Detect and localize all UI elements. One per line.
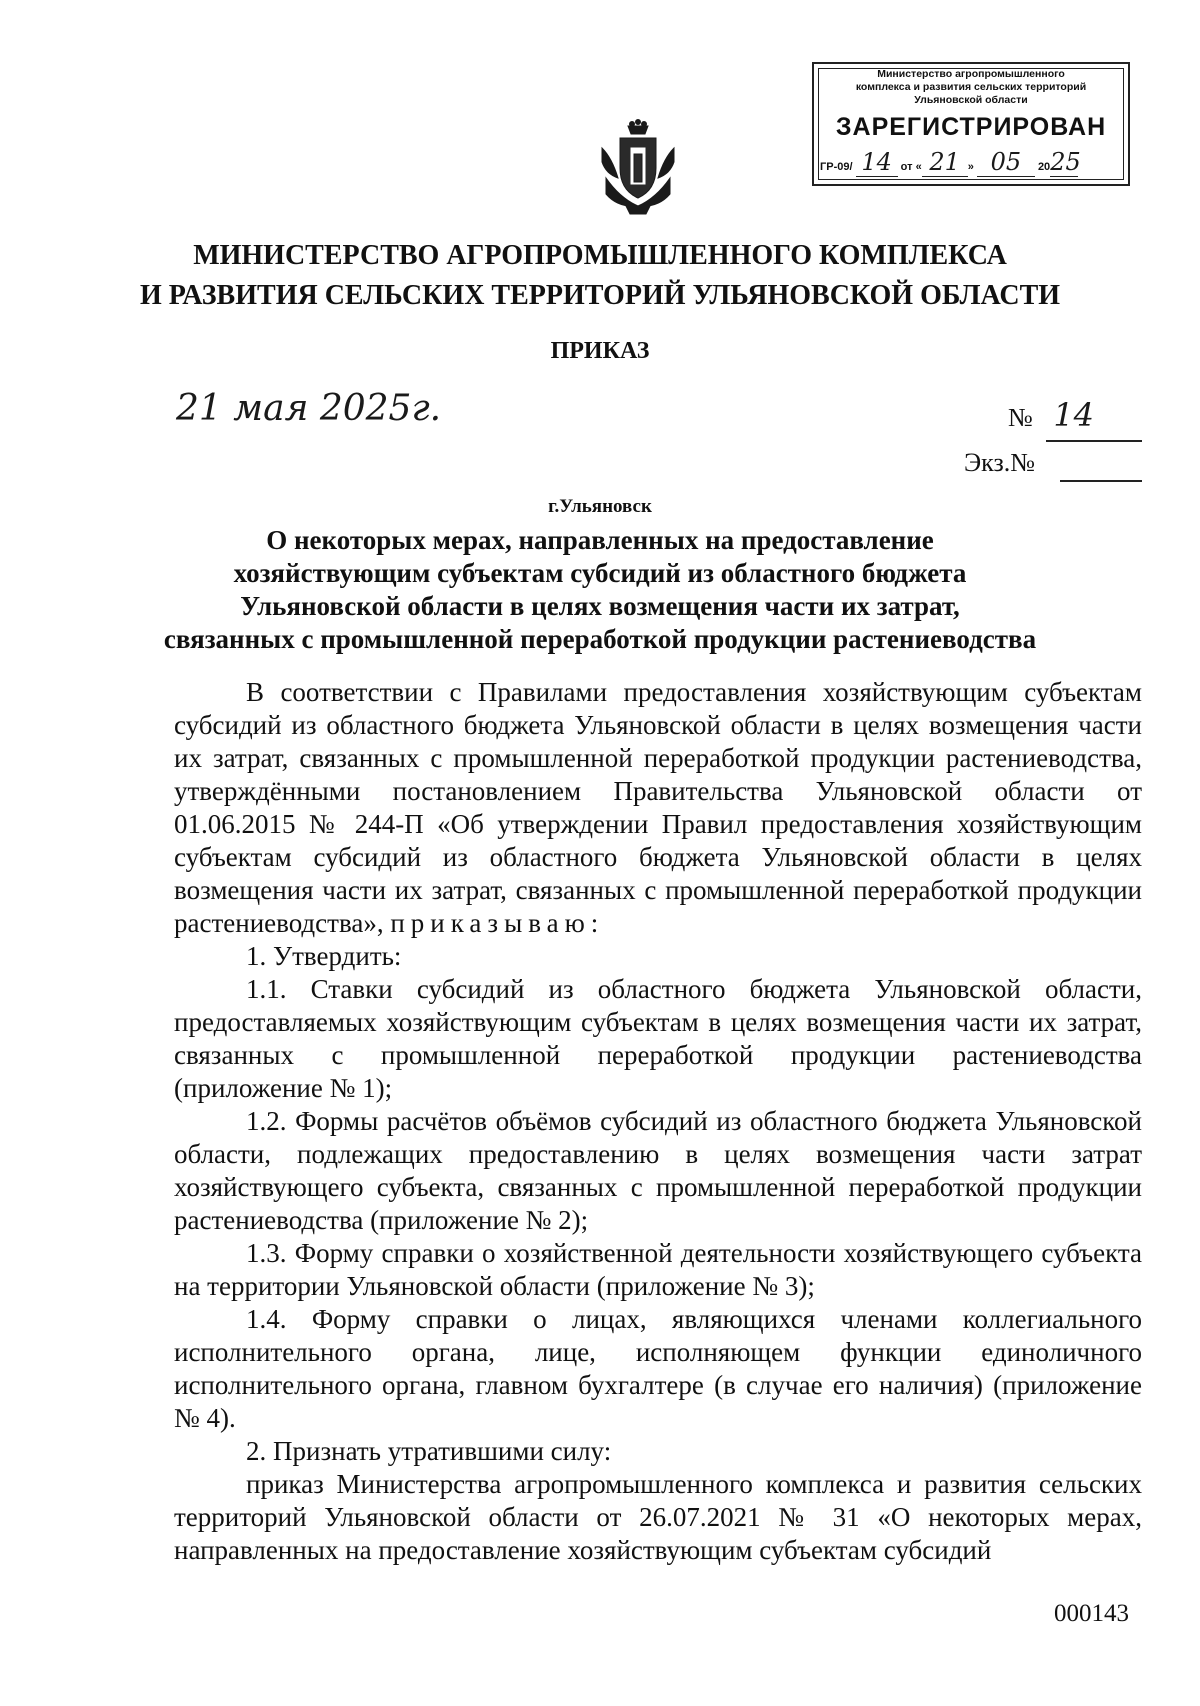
item-1: 1. Утвердить: [246,941,402,971]
title-line-3: Ульяновской области в целях возмещения части их затрат, [240,591,960,621]
ministry-line-1: МИНИСТЕРСТВО АГРОПРОМЫШЛЕННОГО КОМПЛЕКСА [193,240,1007,271]
title-line-2: хозяйствующим субъектам субсидий из областного бюджета [233,558,967,588]
item-2-text: приказ Министерства агропромышленного комплекса и развития сельских территорий Ульяновской области от 26.07.2021 № 31 «О некоторых мерах, направленных на предоставление хозяйствующим субъектам субсидий [174,1469,1142,1565]
stamp-month: 05 [977,148,1035,177]
page-number: 000143 [1054,1600,1129,1627]
preamble-text: В соответствии с Правилами предоставления хозяйствующим субъектам субсидий из областного бюджета Ульяновской области в целях возмещения части их затрат, связанных с промышленной переработкой продукции растениеводства, утверждёнными постановлением Правительства Ульяновской области от 01.06.2015 № 244-П «Об утверждении Правил предоставления хозяйствующим субъектам субсидий из областного бюджета Ульяновской области в целях возмещения части их затрат, связанных с промышленной переработкой продукции растениеводства», [174,677,1142,938]
document-type: ПРИКАЗ [550,338,650,364]
stamp-day: 21 [922,148,968,177]
ministry-line-2: И РАЗВИТИЯ СЕЛЬСКИХ ТЕРРИТОРИЙ УЛЬЯНОВСКОЙ ОБЛАСТИ [139,280,1061,311]
order-word: приказываю: [390,908,605,938]
order-number [1008,396,1094,434]
stamp-year-prefix: 20 [1037,161,1051,173]
item-1-1: 1.1. Ставки субсидий из областного бюджета Ульяновской области, предоставляемых хозяйствующим субъектам в целях возмещения части их затрат, связанных с промышленной переработкой продукции растениеводства (приложение № 1); [174,974,1142,1103]
stamp-line-1: Министерство агропромышленного [877,68,1065,80]
order-title [0,524,1200,656]
ministry-name [0,236,1200,316]
stamp-reg-row: ГР-09/ 14 от « 21 » 05 2025 [820,148,1081,176]
copy-number-label: Экз.№ [964,448,1036,477]
order-date: 21 мая 2025г. [176,388,442,429]
number-underline [1046,440,1142,442]
coat-of-arms-icon [598,118,678,218]
title-line-1: О некоторых мерах, направленных на предоставление [266,525,934,555]
item-2: 2. Признать утратившими силу: [246,1436,612,1466]
stamp-line-3: Ульяновской области [914,94,1028,106]
title-line-4: связанных с промышленной переработкой продукции растениеводства [163,624,1037,654]
stamp-from-label: от [900,161,913,173]
stamp-year: 25 [1050,148,1081,176]
stamp-reg-prefix: ГР-09/ [820,161,853,173]
number-value: 14 [1053,396,1095,434]
order-body [174,676,1142,1567]
item-1-2: 1.2. Формы расчётов объёмов субсидий из областного бюджета Ульяновской области, подлежащих предоставлению в целях возмещения части затрат хозяйствующего субъекта, связанных с промышленной переработкой продукции растениеводства (приложение № 2); [174,1106,1142,1235]
stamp-registered: ЗАРЕГИСТРИРОВАН [835,113,1107,141]
item-1-4: 1.4. Форму справки о лицах, являющихся членами коллегиального исполнительного органа, лице, исполняющем функции единоличного исполнительного органа, главном бухгалтере (в случае его наличия) (приложение № 4). [174,1304,1142,1433]
copy-number-underline [1060,480,1142,482]
item-1-3: 1.3. Форму справки о хозяйственной деятельности хозяйствующего субъекта на территории Ульяновской области (приложение № 3); [174,1238,1142,1301]
stamp-reg-number: 14 [856,148,898,177]
city: г.Ульяновск [548,496,652,517]
stamp-line-2: комплекса и развития сельских территорий [855,81,1087,93]
preamble-paragraph [174,676,1142,940]
registration-stamp [812,62,1130,186]
number-label: № [1008,403,1033,432]
